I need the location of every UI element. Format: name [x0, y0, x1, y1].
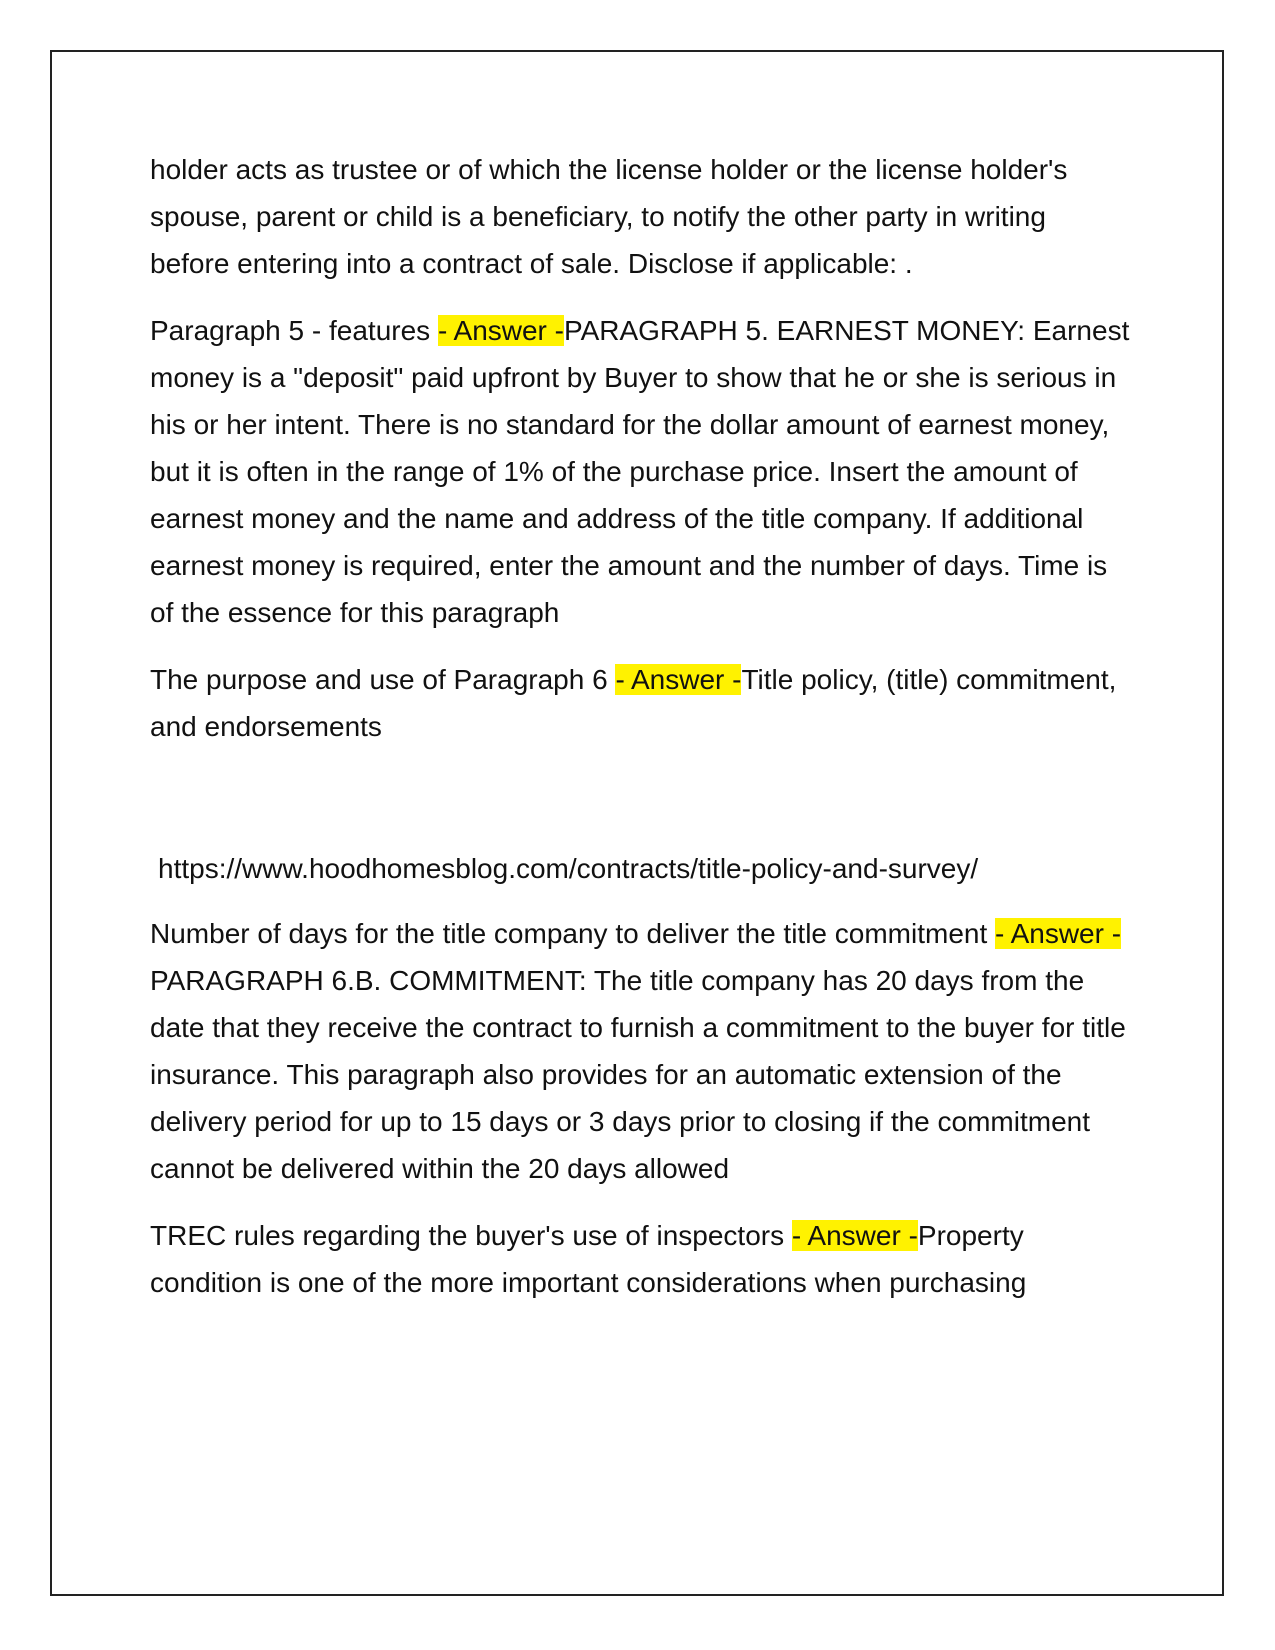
answer-marker: - Answer -	[791, 1220, 918, 1251]
paragraph-text: holder acts as trustee or of which the license holder or the license holder's spouse, parent or child is a beneficiary, to notify the other party in writing before entering into a contract of sale. Disclose if applicable: .	[150, 154, 1068, 279]
question-text: TREC rules regarding the buyer's use of inspectors	[150, 1220, 792, 1251]
question-text: Paragraph 5 - features	[150, 315, 438, 346]
answer-marker: - Answer -	[437, 315, 564, 346]
qa-title-commitment-days	[150, 910, 1130, 1192]
answer-text: PARAGRAPH 5. EARNEST MONEY: Earnest money is a "deposit" paid upfront by Buyer to show that he or she is serious in his or her intent. There is no standard for the dollar amount of earnest money, but it is often in the range of 1% of the purchase price. Insert the amount of earnest money and the name and address of the title company. If additional earnest money is required, enter the amount and the number of days. Time is of the essence for this paragraph	[150, 315, 1130, 628]
qa-trec-inspectors	[150, 1212, 1130, 1306]
document-body	[150, 146, 1130, 1326]
question-text: Number of days for the title company to deliver the title commitment	[150, 918, 996, 949]
reference-url	[150, 845, 1130, 892]
answer-text: Title policy, (title) commitment, and endorsements	[150, 664, 1117, 742]
url-text: https://www.hoodhomesblog.com/contracts/title-policy-and-survey/	[158, 853, 979, 884]
question-text: The purpose and use of Paragraph 6	[150, 664, 616, 695]
qa-paragraph-5	[150, 307, 1130, 636]
qa-paragraph-6	[150, 656, 1130, 750]
paragraph-intro	[150, 146, 1130, 287]
answer-text: Property condition is one of the more important considerations when purchasing	[150, 1220, 1027, 1298]
answer-marker: - Answer -	[995, 918, 1122, 949]
answer-text: PARAGRAPH 6.B. COMMITMENT: The title company has 20 days from the date that they receive the contract to furnish a commitment to the buyer for title insurance. This paragraph also provides for an automatic extension of the delivery period for up to 15 days or 3 days prior to closing if the commitment cannot be delivered within the 20 days allowed	[150, 965, 1126, 1184]
answer-marker: - Answer -	[615, 664, 742, 695]
